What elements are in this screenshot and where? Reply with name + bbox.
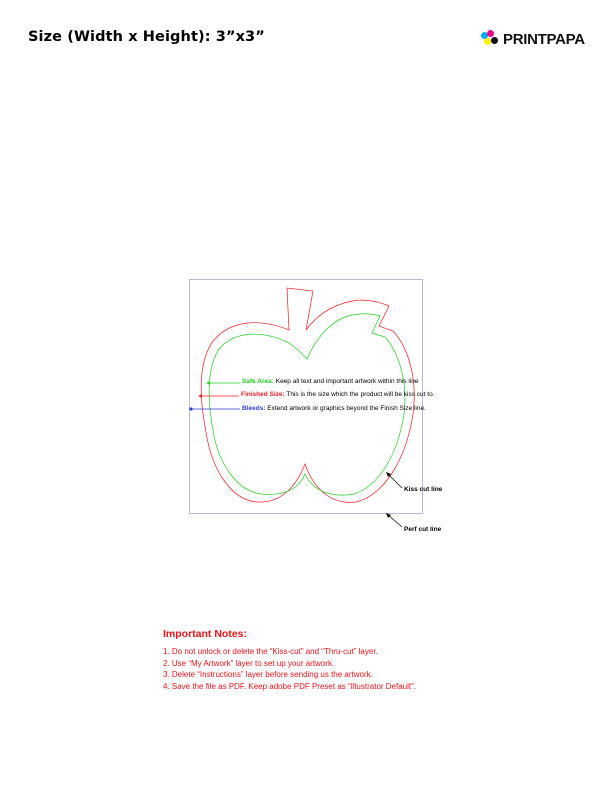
note-item: 2. Use “My Artwork” layer to set up your artwork.	[163, 658, 335, 668]
kiss-cut-label: Kiss cut line	[404, 486, 443, 493]
safe-area-arrowhead	[206, 381, 210, 385]
bleeds-arrow-dot	[189, 407, 192, 410]
perf-cut-label: Perf cut line	[404, 526, 442, 533]
important-notes	[163, 628, 416, 692]
note-item: 4. Save the file as PDF. Keep adobe PDF Preset as “Illustrator Default”.	[163, 681, 417, 691]
finished-size-text: This is the size which the product will be kiss cut to.	[284, 391, 435, 398]
safe-area-legend	[242, 378, 418, 386]
page-title: Size (Width x Height): 3”x3”	[28, 29, 265, 45]
finished-size-label: Finished Size:	[241, 391, 285, 398]
bleeds-text: Extend artwork or graphics beyond the Finish Size line.	[265, 405, 426, 412]
logo-text: PRINTPAPA	[503, 30, 585, 48]
note-item: 3. Delete “Instructions” layer before sending us the artwork.	[163, 670, 373, 679]
safe-area-text: Keep all text and important artwork within this line	[273, 378, 419, 385]
bleeds-legend	[242, 405, 426, 413]
safe-area-label: Safe Area:	[242, 378, 274, 385]
finished-size-arrowhead	[198, 394, 202, 398]
notes-heading: Important Notes:	[163, 628, 247, 640]
bleeds-label: Bleeds:	[242, 405, 266, 412]
note-item: 1. Do not unlock or delete the “Kiss-cut” and “Thru-cut” layer.	[163, 647, 378, 656]
notes-list	[163, 646, 416, 692]
finished-size-legend	[241, 391, 435, 399]
